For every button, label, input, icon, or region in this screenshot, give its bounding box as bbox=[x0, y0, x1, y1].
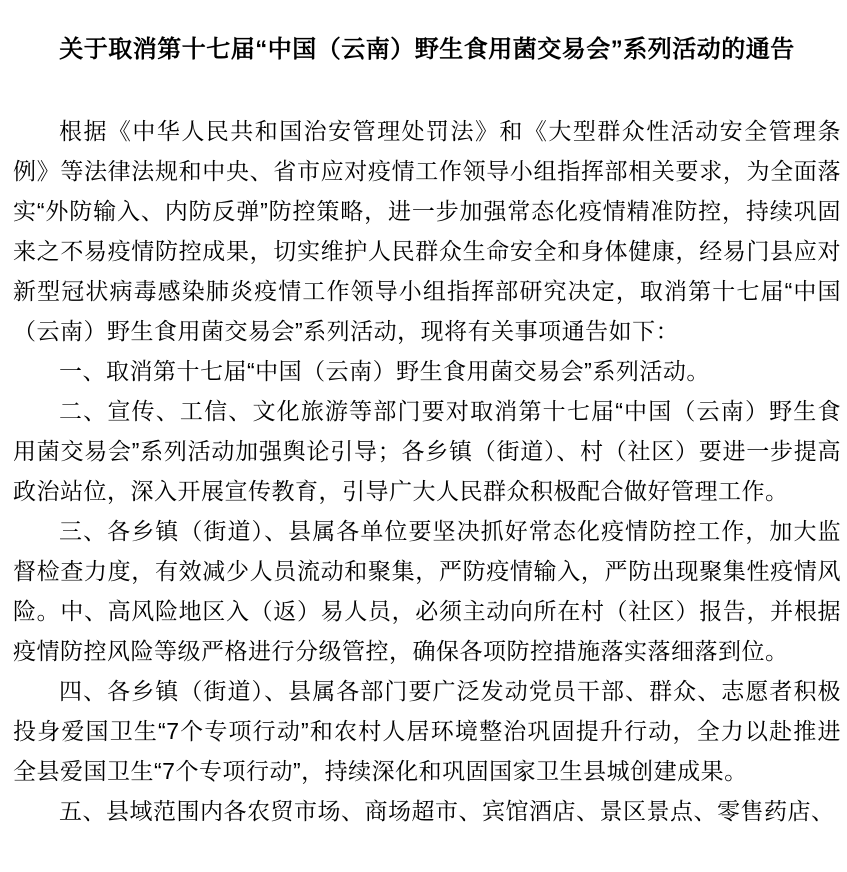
paragraph: 三、各乡镇（街道）、县属各单位要坚决抓好常态化疫情防控工作，加大监督检查力度，有效减少人员流动和聚集，严防疫情输入，严防出现聚集性疫情风险。中、高风险地区入（返）易人员，必须主动向所在村（社区）报告，并根据疫情防控风险等级严格进行分级管控，确保各项防控措施落实落细落到位。 bbox=[13, 518, 841, 664]
document-title: 关于取消第十七届“中国（云南）野生食用菌交易会”系列活动的通告 bbox=[59, 36, 795, 63]
document-body bbox=[13, 111, 841, 831]
paragraph: 二、宣传、工信、文化旅游等部门要对取消第十七届“中国（云南）野生食用菌交易会”系列活动加强舆论引导；各乡镇（街道）、村（社区）要进一步提高政治站位，深入开展宣传教育，引导广大人民群众积极配合做好管理工作。 bbox=[13, 398, 841, 504]
paragraph: 五、县域范围内各农贸市场、商场超市、宾馆酒店、景区景点、零售药店、 bbox=[59, 798, 835, 824]
paragraph: 根据《中华人民共和国治安管理处罚法》和《大型群众性活动安全管理条例》等法律法规和中央、省市应对疫情工作领导小组指挥部相关要求，为全面落实“外防输入、内防反弹”防控策略，进一步加强常态化疫情精准防控，持续巩固来之不易疫情防控成果，切实维护人民群众生命安全和身体健康，经易门县应对新型冠状病毒感染肺炎疫情工作领导小组指挥部研究决定，取消第十七届“中国（云南）野生食用菌交易会”系列活动，现将有关事项通告如下： bbox=[13, 118, 841, 344]
paragraph: 一、取消第十七届“中国（云南）野生食用菌交易会”系列活动。 bbox=[59, 358, 710, 384]
paragraph: 四、各乡镇（街道）、县属各部门要广泛发动党员干部、群众、志愿者积极投身爱国卫生“7个专项行动”和农村人居环境整治巩固提升行动，全力以赴推进全县爱国卫生“7个专项行动”，持续深化和巩固国家卫生县城创建成果。 bbox=[13, 678, 841, 784]
